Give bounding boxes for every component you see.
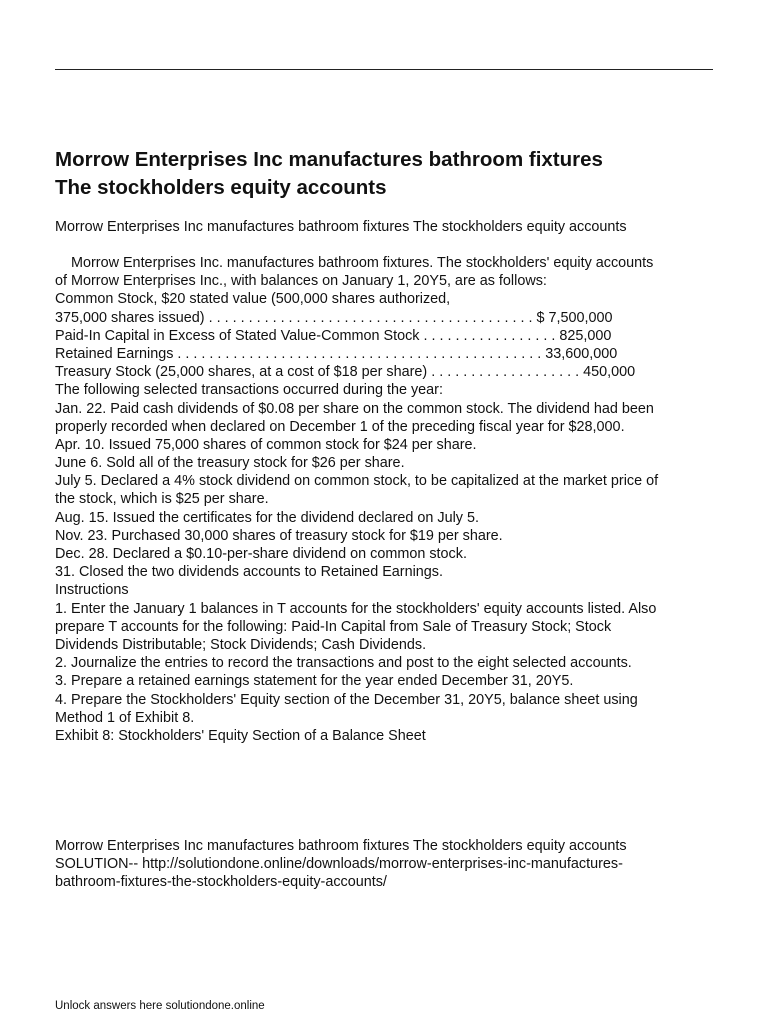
subtitle: Morrow Enterprises Inc manufactures bathroom fixtures The stockholders equity accounts [55, 219, 627, 235]
body-line: of Morrow Enterprises Inc., with balances on January 1, 20Y5, are as follows: [55, 273, 547, 290]
body-line: Treasury Stock (25,000 shares, at a cost of $18 per share) . . . . . . . . . . . . . . . . . . . 450,000 [55, 364, 636, 381]
body-line: 375,000 shares issued) . . . . . . . . . . . . . . . . . . . . . . . . . . . . . . . . . . . . . . . . . $ 7,500,000 [55, 309, 613, 326]
body-line: June 6. Sold all of the treasury stock for $26 per share. [55, 455, 405, 472]
body-line: Exhibit 8: Stockholders' Equity Section of a Balance Sheet [55, 727, 426, 744]
body-line: Common Stock, $20 stated value (500,000 shares authorized, [55, 291, 451, 308]
problem-body [55, 254, 735, 745]
body-line: Paid-In Capital in Excess of Stated Value-Common Stock . . . . . . . . . . . . . . . . . 825,000 [55, 327, 612, 344]
body-line: 1. Enter the January 1 balances in T accounts for the stockholders' equity accounts listed. Also [55, 600, 657, 617]
body-line: prepare T accounts for the following: Paid-In Capital from Sale of Treasury Stock; Stock [55, 618, 612, 635]
body-line: 3. Prepare a retained earnings statement for the year ended December 31, 20Y5. [55, 673, 574, 690]
body-line: Dec. 28. Declared a $0.10-per-share dividend on common stock. [55, 546, 467, 562]
solution-line: bathroom-fixtures-the-stockholders-equity-accounts/ [55, 874, 387, 891]
title-line-2: The stockholders equity accounts [55, 176, 387, 199]
body-line: 4. Prepare the Stockholders' Equity section of the December 31, 20Y5, balance sheet using [55, 691, 638, 708]
solution-block [55, 837, 735, 892]
body-line: Aug. 15. Issued the certificates for the dividend declared on July 5. [55, 509, 479, 526]
footer-text: Unlock answers here solutiondone.online [55, 1000, 265, 1012]
body-line: Morrow Enterprises Inc. manufactures bathroom fixtures. The stockholders' equity accounts [55, 255, 654, 271]
solution-line: SOLUTION-- http://solutiondone.online/downloads/morrow-enterprises-inc-manufactures- [55, 856, 623, 873]
body-line: Jan. 22. Paid cash dividends of $0.08 per share on the common stock. The dividend had been [55, 400, 654, 417]
body-line: July 5. Declared a 4% stock dividend on common stock, to be capitalized at the market price of [55, 473, 659, 490]
body-line: The following selected transactions occurred during the year: [55, 382, 443, 399]
body-line: the stock, which is $25 per share. [55, 491, 269, 508]
body-line: Instructions [55, 582, 129, 599]
body-line: properly recorded when declared on December 1 of the preceding fiscal year for $28,000. [55, 418, 625, 435]
body-line: 31. Closed the two dividends accounts to Retained Earnings. [55, 564, 443, 581]
page-title [55, 146, 715, 202]
title-line-1: Morrow Enterprises Inc manufactures bathroom fixtures [55, 148, 603, 171]
body-line: 2. Journalize the entries to record the transactions and post to the eight selected accounts. [55, 655, 632, 672]
body-line: Nov. 23. Purchased 30,000 shares of treasury stock for $19 per share. [55, 527, 503, 544]
solution-line: Morrow Enterprises Inc manufactures bathroom fixtures The stockholders equity accounts [55, 838, 627, 854]
header-rule [55, 69, 713, 70]
body-line: Dividends Distributable; Stock Dividends; Cash Dividends. [55, 636, 427, 653]
body-line: Apr. 10. Issued 75,000 shares of common stock for $24 per share. [55, 436, 477, 453]
body-line: Retained Earnings . . . . . . . . . . . . . . . . . . . . . . . . . . . . . . . . . . . . . . . . . . . . . . 33,600,000 [55, 345, 618, 362]
body-line: Method 1 of Exhibit 8. [55, 709, 195, 726]
